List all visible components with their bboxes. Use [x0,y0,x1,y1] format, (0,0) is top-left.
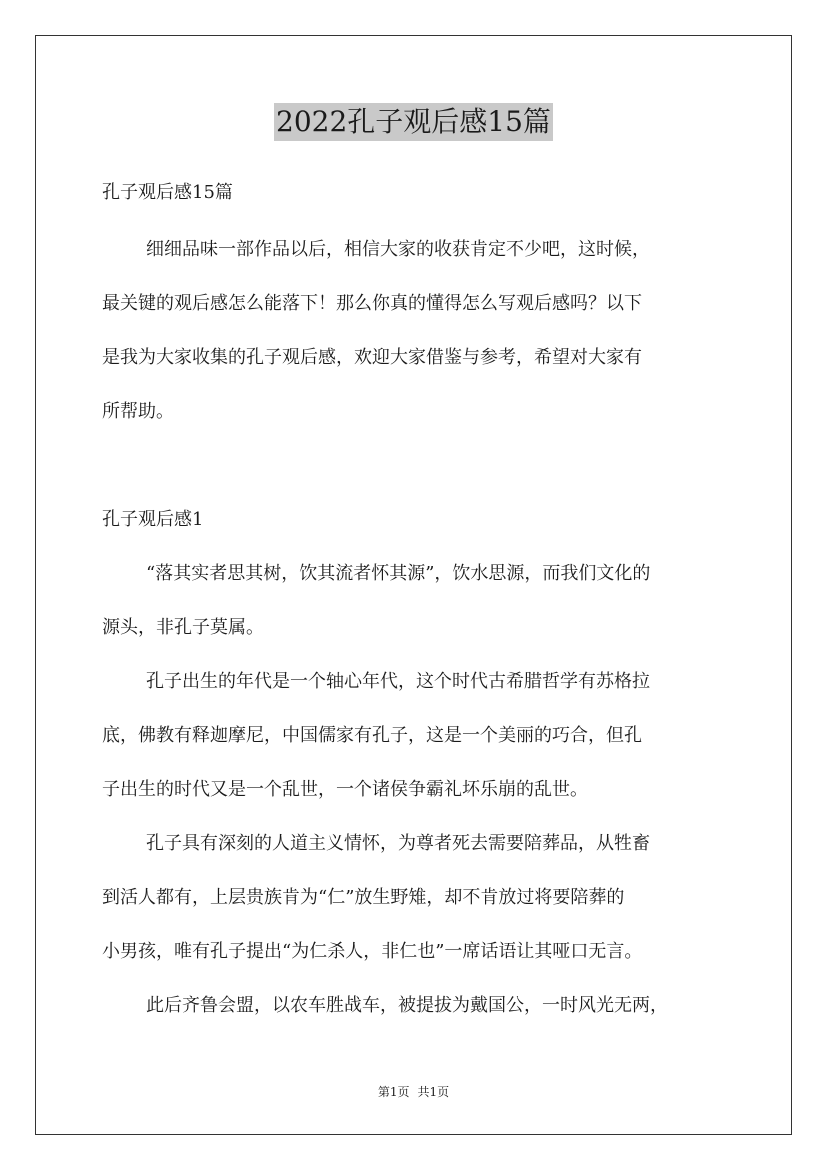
paragraph-line: 此后齐鲁会盟，以农车胜战车，被提拔为戴国公，一时风光无两， [146,995,668,1016]
paragraph-line: 子出生的时代又是一个乱世，一个诸侯争霸礼坏乐崩的乱世。 [102,779,588,800]
intro-line: 所帮助。 [102,401,174,422]
page-number: 第1页 [377,1085,410,1099]
section-heading: 孔子观后感1 [102,509,204,530]
paragraph-line: “落其实者思其树，饮其流者怀其源”，饮水思源，而我们文化的 [146,563,651,584]
paragraph-line: 源头，非孔子莫属。 [102,617,264,638]
title-container [0,103,827,141]
paragraph-line: 小男孩，唯有孔子提出“为仁杀人，非仁也”一席话语让其哑口无言。 [102,941,643,962]
intro-line: 是我为大家收集的孔子观后感，欢迎大家借鉴与参考，希望对大家有 [102,347,642,368]
subtitle: 孔子观后感15篇 [102,182,233,203]
paragraph-line: 到活人都有，上层贵族肯为“仁”放生野雉，却不肯放过将要陪葬的 [102,887,625,908]
paragraph-line: 底，佛教有释迦摩尼，中国儒家有孔子，这是一个美丽的巧合，但孔 [102,725,642,746]
page-footer [0,1084,827,1100]
paragraph-line: 孔子出生的年代是一个轴心年代，这个时代古希腊哲学有苏格拉 [146,671,650,692]
page-total: 共1页 [417,1085,450,1099]
intro-line: 最关键的观后感怎么能落下！那么你真的懂得怎么写观后感吗？以下 [102,293,642,314]
paragraph-line: 孔子具有深刻的人道主义情怀，为尊者死去需要陪葬品，从牲畜 [146,833,650,854]
document-title: 2022孔子观后感15篇 [274,103,553,141]
intro-line: 细细品味一部作品以后，相信大家的收获肯定不少吧，这时候， [146,239,650,260]
